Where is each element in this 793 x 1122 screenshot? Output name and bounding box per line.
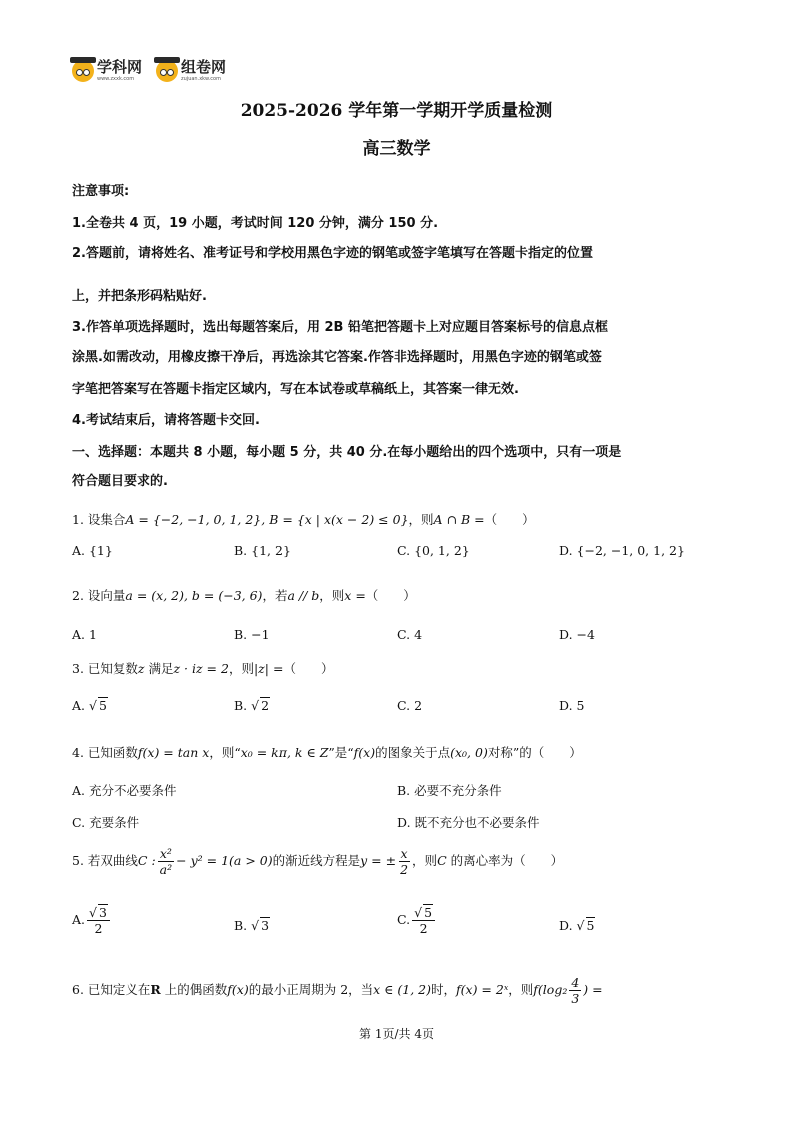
q6-mid2: 的最小正周期为 2，当 (248, 982, 374, 997)
q5-b-radicand: 3 (261, 918, 270, 933)
note-2a: 2.答题前，请将姓名、准考证号和学校用黑色字迹的钢笔或签字笔填写在答题卡指定的位置 (72, 246, 593, 261)
q5-suffix: ，则 (412, 853, 438, 868)
q3-suffix: ，则 (228, 661, 254, 676)
exam-subtitle: 高三数学 (362, 139, 431, 159)
q2-vectors: a = (x, 2), b = (−3, 6) (125, 588, 263, 603)
page-footer: 第 1页/共 4页 (359, 1027, 434, 1041)
q2-blank: （ ） (365, 588, 416, 603)
q3-option-a[interactable]: A. √ 5 (72, 698, 107, 713)
q3-option-b[interactable]: B. √ 2 (234, 698, 270, 713)
q5-option-a[interactable]: A. $\frac{√ 3}{2}$ (72, 905, 112, 936)
q1-expr: A ∩ B = (433, 512, 485, 527)
question-6 (72, 975, 603, 1006)
q1-option-d[interactable]: D. {−2, −1, 0, 1, 2} (559, 543, 685, 558)
q2-option-c[interactable]: C. 4 (397, 627, 423, 642)
q2-condition: a // b (287, 588, 320, 603)
q4-prefix: 4. 已知函数 (72, 745, 138, 760)
q2-expr: x = (344, 588, 366, 603)
q4-mid1: ，则“ (209, 745, 241, 760)
logo-name: 组卷网 (181, 58, 227, 76)
q6-mid1: 上的偶函数 (160, 982, 228, 997)
q4-option-c[interactable]: C. 充要条件 (72, 815, 140, 830)
q5-curve-right: − y² = 1(a > 0) (176, 853, 273, 868)
q5-d-radicand: 5 (586, 918, 595, 933)
q3-option-c[interactable]: C. 2 (397, 698, 423, 713)
q5-asym-frac: $\frac{x}{2}$ (400, 846, 409, 877)
q3-mid: 满足 (144, 661, 174, 676)
q4-suffix: 对称”的（ ） (487, 745, 582, 760)
q3-var: z (137, 661, 145, 676)
q2-option-b[interactable]: B. −1 (234, 627, 270, 642)
q6-def: f(x) = 2ˣ (456, 982, 509, 997)
q4-mid2: ”是“ (328, 745, 354, 760)
note-3a: 3.作答单项选择题时，选出每题答案后，用 2B 铅笔把答题卡上对应题目答案标号的信息点框 (72, 320, 608, 335)
q5-asym-left: y = ± (360, 853, 397, 868)
q6-prefix: 6. 已知定义在 (72, 982, 151, 997)
q4-option-b[interactable]: B. 必要不充分条件 (397, 783, 502, 798)
section-heading-a: 一、选择题：本题共 8 小题，每小题 5 分，共 40 分.在每小题给出的四个选项中，只有一项是 (72, 445, 622, 460)
question-5 (72, 846, 563, 877)
q5-mid: 的渐近线方程是 (272, 853, 361, 868)
q3-equation: z · iz = 2 (173, 661, 229, 676)
q1-prefix: 1. 设集合 (72, 512, 126, 527)
section-heading-b: 符合题目要求的. (72, 474, 168, 489)
exam-title: 2025-2026 学年第一学期开学质量检测 (240, 101, 553, 121)
note-4: 4.考试结束后，请将答题卡交回. (72, 413, 260, 428)
q3-prefix: 3. 已知复数 (72, 661, 138, 676)
q5-curve-left: C : (137, 853, 156, 868)
q1-option-a[interactable]: A. {1} (72, 543, 113, 558)
note-1: 1.全卷共 4 页，19 小题，考试时间 120 分钟，满分 150 分. (72, 216, 439, 231)
logo-xuekewang (72, 58, 142, 82)
q5-option-d[interactable]: D. √ 5 (559, 918, 595, 933)
logo-zujuanwang (156, 58, 226, 82)
q4-point: (x₀, 0) (450, 745, 488, 760)
owl-icon (156, 60, 178, 82)
note-2b: 上，并把条形码粘贴好. (72, 289, 207, 304)
question-1 (72, 510, 535, 528)
logo-name: 学科网 (97, 58, 143, 76)
q5-c-var: C (437, 853, 447, 868)
question-3 (72, 659, 333, 677)
q3-blank: （ ） (283, 661, 334, 676)
q4-func: f(x) = tan x (137, 745, 210, 760)
q3-b-radicand: 2 (261, 698, 270, 713)
q6-expr-right: ) = (583, 982, 603, 997)
q1-option-b[interactable]: B. {1, 2} (234, 543, 291, 558)
q3-expr: |z| = (253, 661, 284, 676)
q4-func2: f(x) (353, 745, 376, 760)
q1-set-b: , B = {x | x(x − 2) ≤ 0} (261, 512, 409, 527)
q3-a-radicand: 5 (98, 698, 107, 713)
question-4 (72, 743, 582, 761)
q6-mid3: 时， (431, 982, 457, 997)
q4-option-d[interactable]: D. 既不充分也不必要条件 (397, 815, 540, 830)
question-2 (72, 586, 416, 604)
q6-interval: x ∈ (1, 2) (373, 982, 432, 997)
q5-option-c[interactable]: C. $\frac{√ 5}{2}$ (397, 905, 437, 936)
logo-url: www.zxxk.com (97, 76, 135, 82)
q5-suffix2: 的离心率为（ ） (446, 853, 564, 868)
q3-option-d[interactable]: D. 5 (559, 698, 585, 713)
logo-url: zujuan.xkw.com (181, 76, 221, 82)
q2-option-a[interactable]: A. 1 (72, 627, 97, 642)
q2-option-d[interactable]: D. −4 (559, 627, 595, 642)
q2-prefix: 2. 设向量 (72, 588, 126, 603)
q5-option-b[interactable]: B. √ 3 (234, 918, 270, 933)
q4-mid3: 的图象关于点 (375, 745, 451, 760)
notes-heading: 注意事项: (72, 184, 130, 199)
q1-set-a: A = {−2, −1, 0, 1, 2} (125, 512, 262, 527)
q5-prefix: 5. 若双曲线 (72, 853, 138, 868)
q6-func: f(x) (227, 982, 249, 997)
q5-curve-frac: $\frac{\text{x²}}{\text{a²}}$ (159, 846, 173, 877)
q4-option-a[interactable]: A. 充分不必要条件 (72, 783, 177, 798)
q6-mid4: ，则 (508, 982, 534, 997)
note-3b: 涂黑.如需改动，用橡皮擦干净后，再选涂其它答案.作答非选择题时，用黑色字迹的钢笔或签 (72, 350, 602, 365)
logo-bar (72, 58, 226, 90)
q1-suffix: ，则 (408, 512, 434, 527)
q2-mid: ，若 (262, 588, 288, 603)
q4-cond: x₀ = kπ, k ∈ Z (240, 745, 329, 760)
q6-domain: R (150, 982, 161, 997)
q6-expr-frac: $\frac{4}{3}$ (571, 975, 580, 1006)
q6-expr-left: f(log₂ (533, 982, 568, 997)
q2-suffix: ，则 (319, 588, 345, 603)
q1-option-c[interactable]: C. {0, 1, 2} (397, 543, 470, 558)
owl-icon (72, 60, 94, 82)
note-3c: 字笔把答案写在答题卡指定区域内，写在本试卷或草稿纸上，其答案一律无效. (72, 382, 519, 397)
q1-blank: （ ） (484, 512, 535, 527)
